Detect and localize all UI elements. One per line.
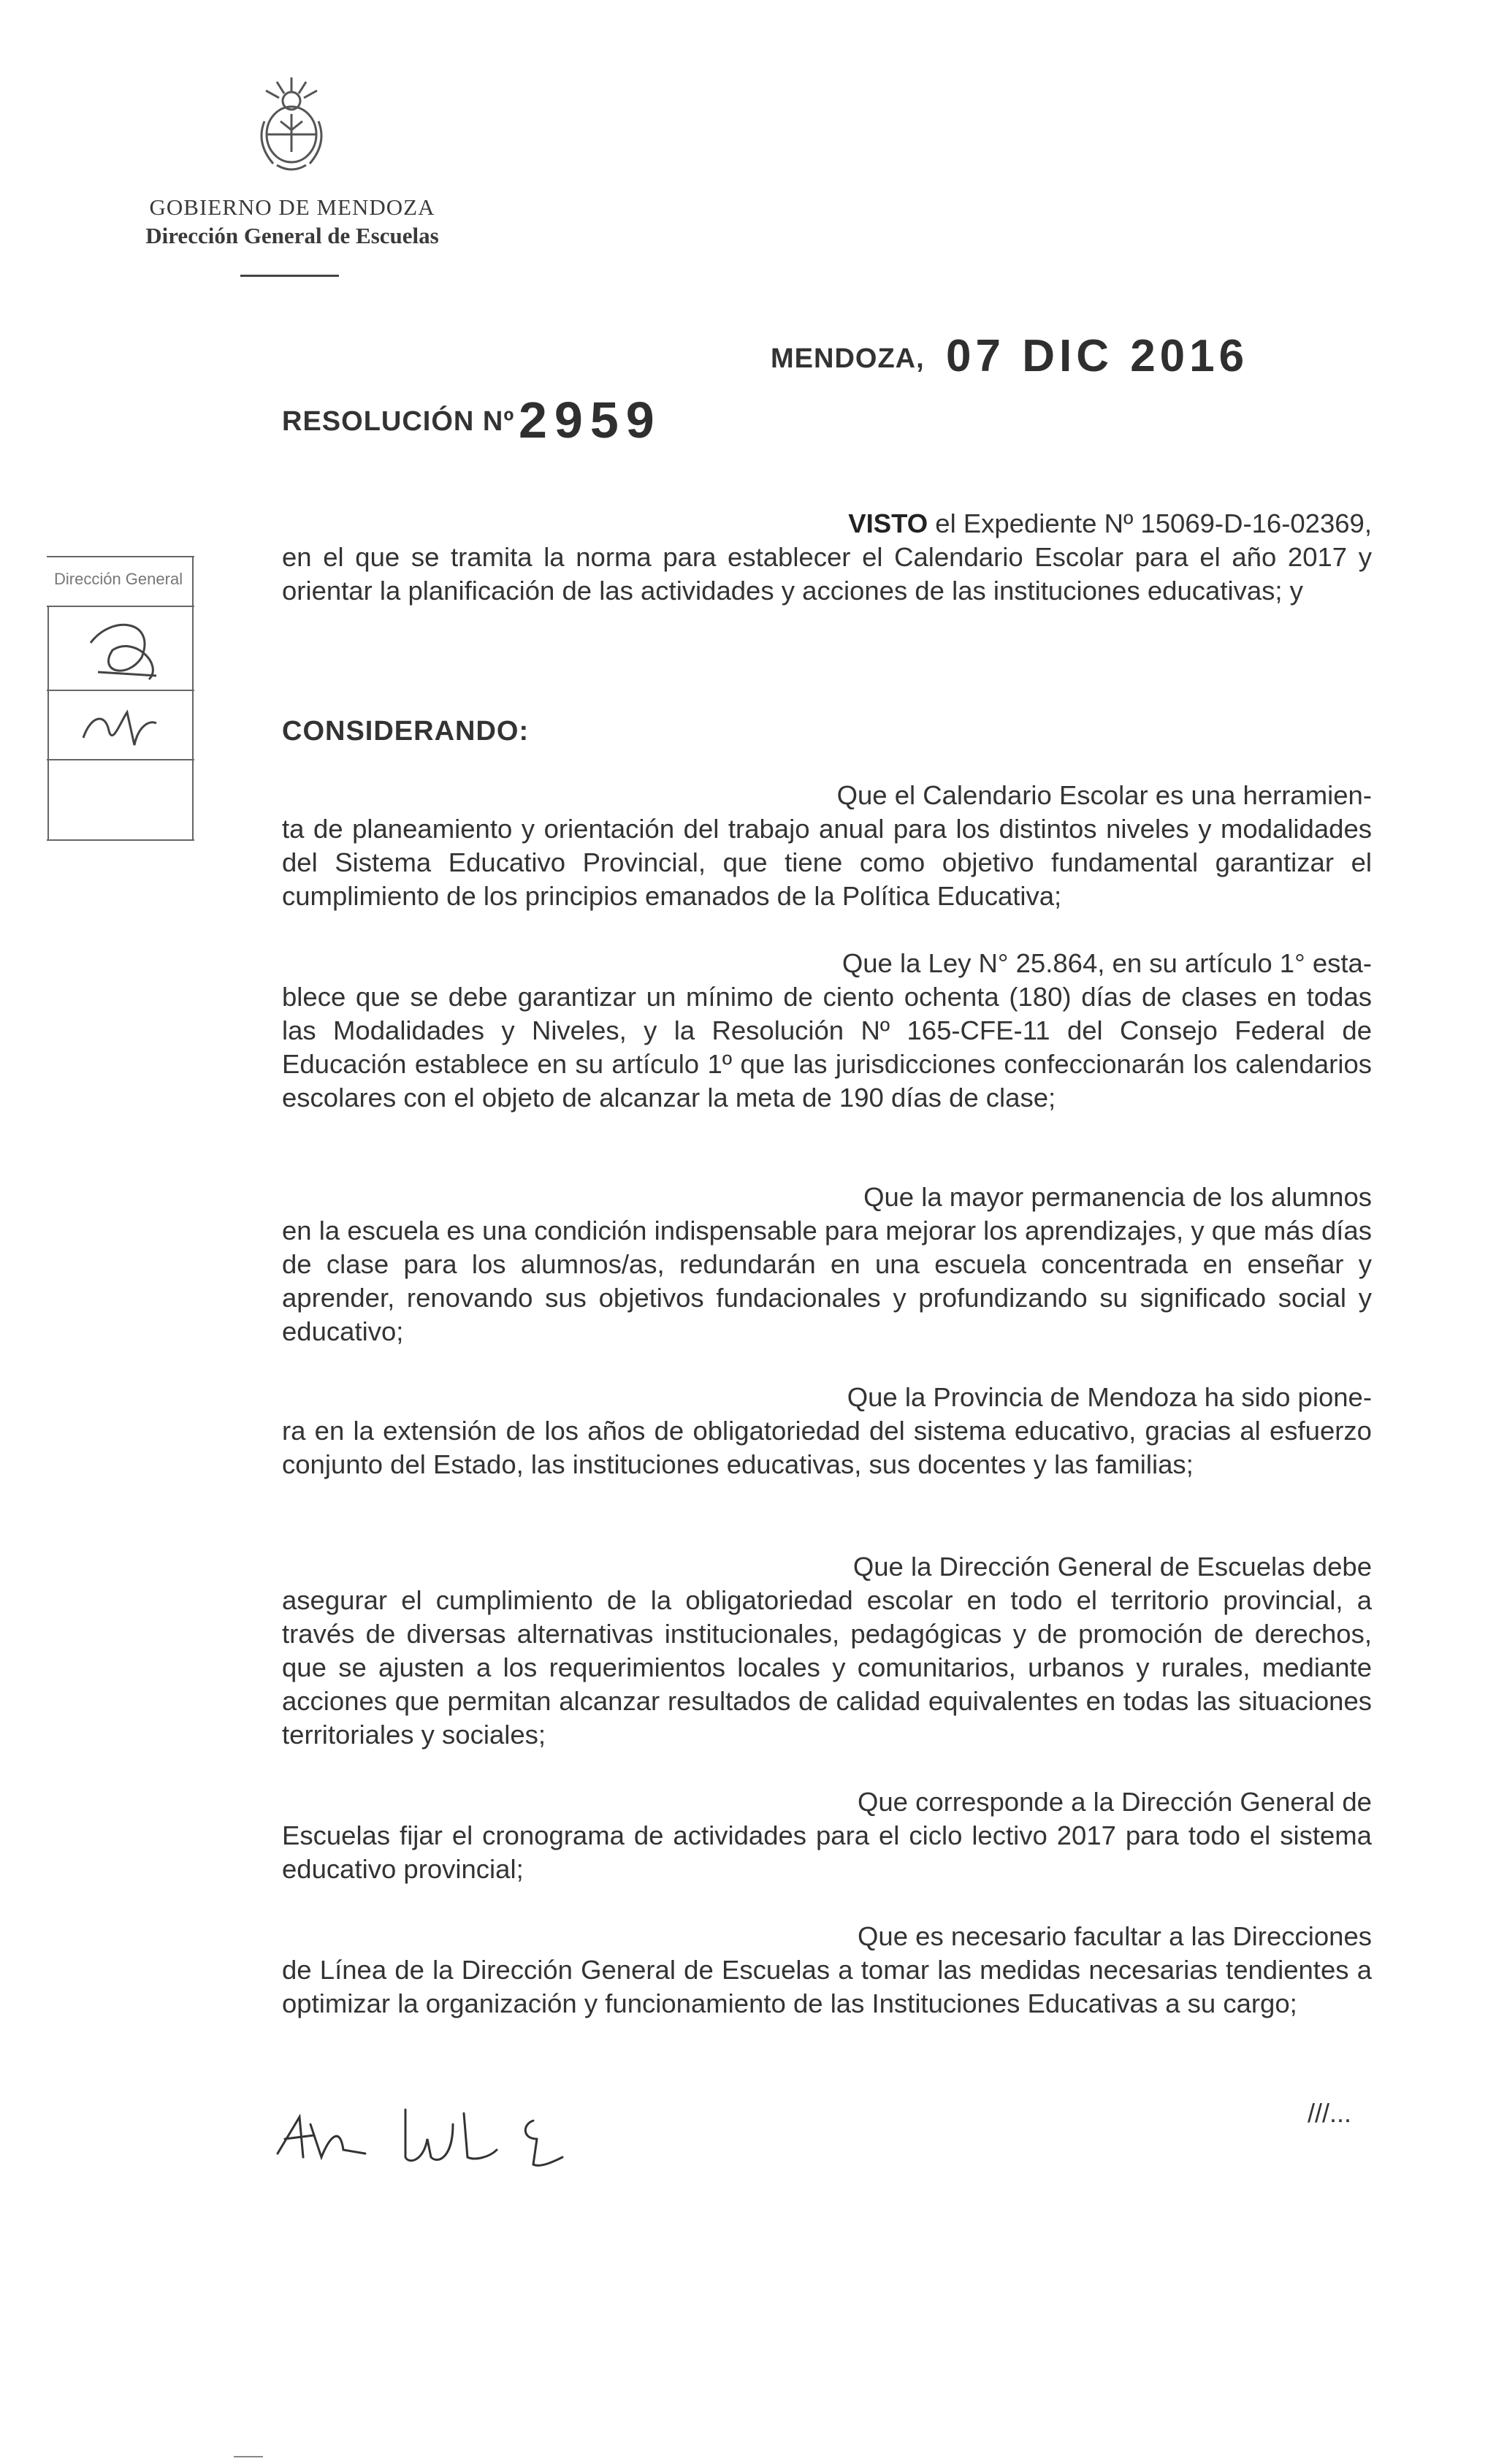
margin-stamp-text: Dirección General [54, 570, 183, 588]
paragraph-2 [282, 947, 1372, 1115]
paragraph-5 [282, 1550, 1372, 1752]
visto-text: en el que se tramita la norma para establecer el Calendario Escolar para el año 2017 y orientar la planificación de las actividades y acciones de las instituciones educativas; y [282, 542, 1372, 606]
paragraph-3-text: en la escuela es una condición indispensable para mejorar los aprendizajes, y que más días de clase para los alumnos/as, redundarán en una escuela concentrada en enseñar y aprender, renovando sus objetivos fundacionales y profundizando su significado social y educativo; [282, 1216, 1372, 1346]
considerando-heading: CONSIDERANDO: [282, 716, 530, 747]
paragraph-7 [282, 1920, 1372, 2021]
paragraph-5-first-line: Que la Dirección General de Escuelas debe [852, 1552, 1372, 1582]
handwritten-signature [270, 2095, 614, 2175]
paragraph-2-first-line: Que la Ley N° 25.864, en su artículo 1° esta- [842, 948, 1372, 978]
government-name: GOBIERNO DE MENDOZA [149, 194, 435, 220]
paragraph-4-first-line: Que la Provincia de Mendoza ha sido pione- [847, 1382, 1372, 1412]
provincial-crest-icon [251, 70, 332, 180]
visto-paragraph [282, 507, 1372, 608]
paragraph-6-first-line: Que corresponde a la Dirección General de [857, 1787, 1372, 1817]
visto-first-line: el Expediente Nº 15069-D-16-02369, [935, 508, 1372, 538]
document-place: MENDOZA, [771, 343, 925, 374]
paragraph-1-text: ta de planeamiento y orientación del trabajo anual para los distintos niveles y modalidades del Sistema Educativo Provincial, que tiene como objetivo fundamental garantizar el cumplimiento de los principios emanados de la Política Educativa; [282, 814, 1372, 911]
paragraph-7-first-line: Que es necesario facultar a las Direcciones [858, 1921, 1372, 1951]
paragraph-6 [282, 1785, 1372, 1886]
paragraph-1-first-line: Que el Calendario Escolar es una herramien- [836, 780, 1372, 810]
margin-initials-icon [83, 625, 156, 745]
visto-keyword: VISTO [848, 508, 928, 538]
bottom-mark [234, 2456, 263, 2457]
department-name: Dirección General de Escuelas [145, 223, 439, 248]
paragraph-4 [282, 1381, 1372, 1481]
margin-approval-stamp [47, 555, 194, 842]
paragraph-3-first-line: Que la mayor permanencia de los alumnos [863, 1182, 1372, 1212]
paragraph-3 [282, 1180, 1372, 1349]
paragraph-5-text: asegurar el cumplimiento de la obligatoriedad escolar en todo el territorio provincial, a través de diversas alternativas institucionales, pedagógicas y de promoción de derechos, que se ajusten a los requerimientos locales y comunitarios, urbanos y rurales, mediante acciones que permitan alcanzar resultados de calidad equivalentes en todas las situaciones territoriales y sociales; [282, 1585, 1372, 1750]
continuation-mark: ///... [1308, 2098, 1352, 2128]
paragraph-6-text: Escuelas fijar el cronograma de actividades para el ciclo lectivo 2017 para todo el sistema educativo provincial; [282, 1820, 1372, 1884]
paragraph-2-text: blece que se debe garantizar un mínimo de ciento ochenta (180) días de clases en todas las Modalidades y Niveles, y la Resolución Nº 165-CFE-11 del Consejo Federal de Educación establece en su artículo 1º que las jurisdicciones confeccionarán los calendarios escolares con el objeto de alcanzar la meta de 190 días de clase; [282, 982, 1372, 1113]
letterhead-divider [240, 275, 339, 277]
resolution-label: RESOLUCIÓN Nº [282, 406, 515, 437]
paragraph-4-text: ra en la extensión de los años de obligatoriedad del sistema educativo, gracias al esfuerzo conjunto del Estado, las instituciones educativas, sus docentes y las familias; [282, 1416, 1372, 1479]
resolution-number: 2959 [519, 392, 662, 449]
date-stamp: 07 DIC 2016 [946, 331, 1249, 381]
paragraph-1 [282, 779, 1372, 913]
paragraph-7-text: de Línea de la Dirección General de Escuelas a tomar las medidas necesarias tendientes a optimizar la organización y funcionamiento de las Instituciones Educativas a su cargo; [282, 1955, 1372, 2018]
